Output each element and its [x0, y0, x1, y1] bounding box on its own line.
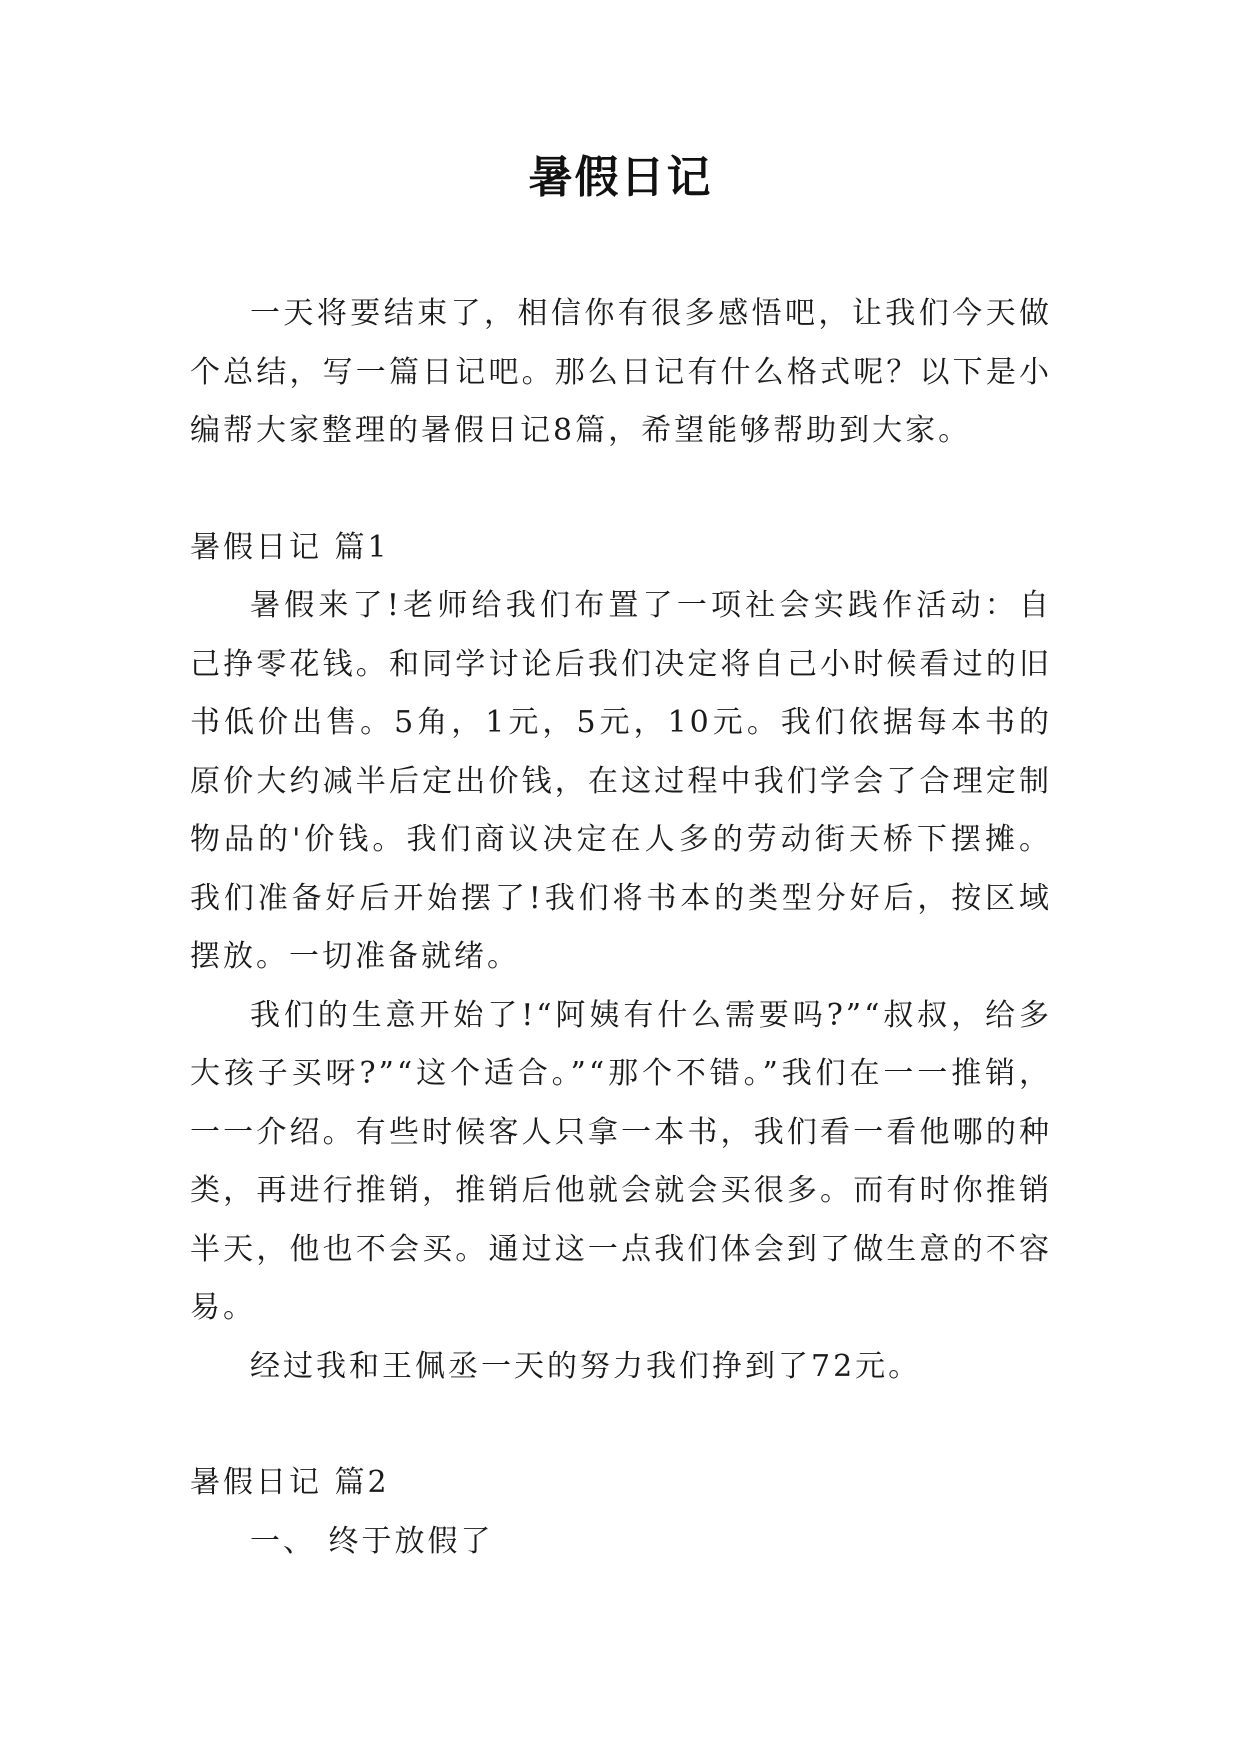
section-heading-2: 暑假日记 篇2: [190, 1465, 390, 1500]
section-1-paragraph-3: 经过我和王佩丞一天的努力我们挣到了72元。: [250, 1348, 922, 1384]
section-1-paragraph-1: 暑假来了!老师给我们布置了一项社会实践作活动：自己挣零花钱。和同学讨论后我们决定将自己小时候看过的旧书低价出售。5角，1元，5元，10元。我们依据每本书的原价大约减半后定出价钱，在这过程中我们学会了合理定制物品的'价钱。我们商议决定在人多的劳动街天桥下摆摊。我们准备好后开始摆了!我们将书本的类型分好后，按区域摆放。一切准备就绪。: [190, 588, 1052, 974]
section-heading-1: 暑假日记 篇1: [190, 529, 390, 565]
document-body: [190, 285, 1052, 1571]
section-2-paragraph-1: 一、 终于放假了: [250, 1523, 494, 1559]
document-title: 暑假日记: [528, 152, 713, 203]
section-1-paragraph-2: 我们的生意开始了!“阿姨有什么需要吗?”“叔叔，给多大孩子买呀?”“这个适合。”“那个不错。”我们在一一推销，一一介绍。有些时候客人只拿一本书，我们看一看他哪的种类，再进行推销，推销后他就会就会买很多。而有时你推销半天，他也不会买。通过这一点我们体会到了做生意的不容易。: [190, 997, 1052, 1325]
section-spacer: [190, 461, 1052, 519]
intro-paragraph: 一天将要结束了，相信你有很多感悟吧，让我们今天做个总结，写一篇日记吧。那么日记有什么格式呢？以下是小编帮大家整理的暑假日记8篇，希望能够帮助到大家。: [190, 296, 1052, 448]
section-spacer: [190, 1396, 1052, 1454]
